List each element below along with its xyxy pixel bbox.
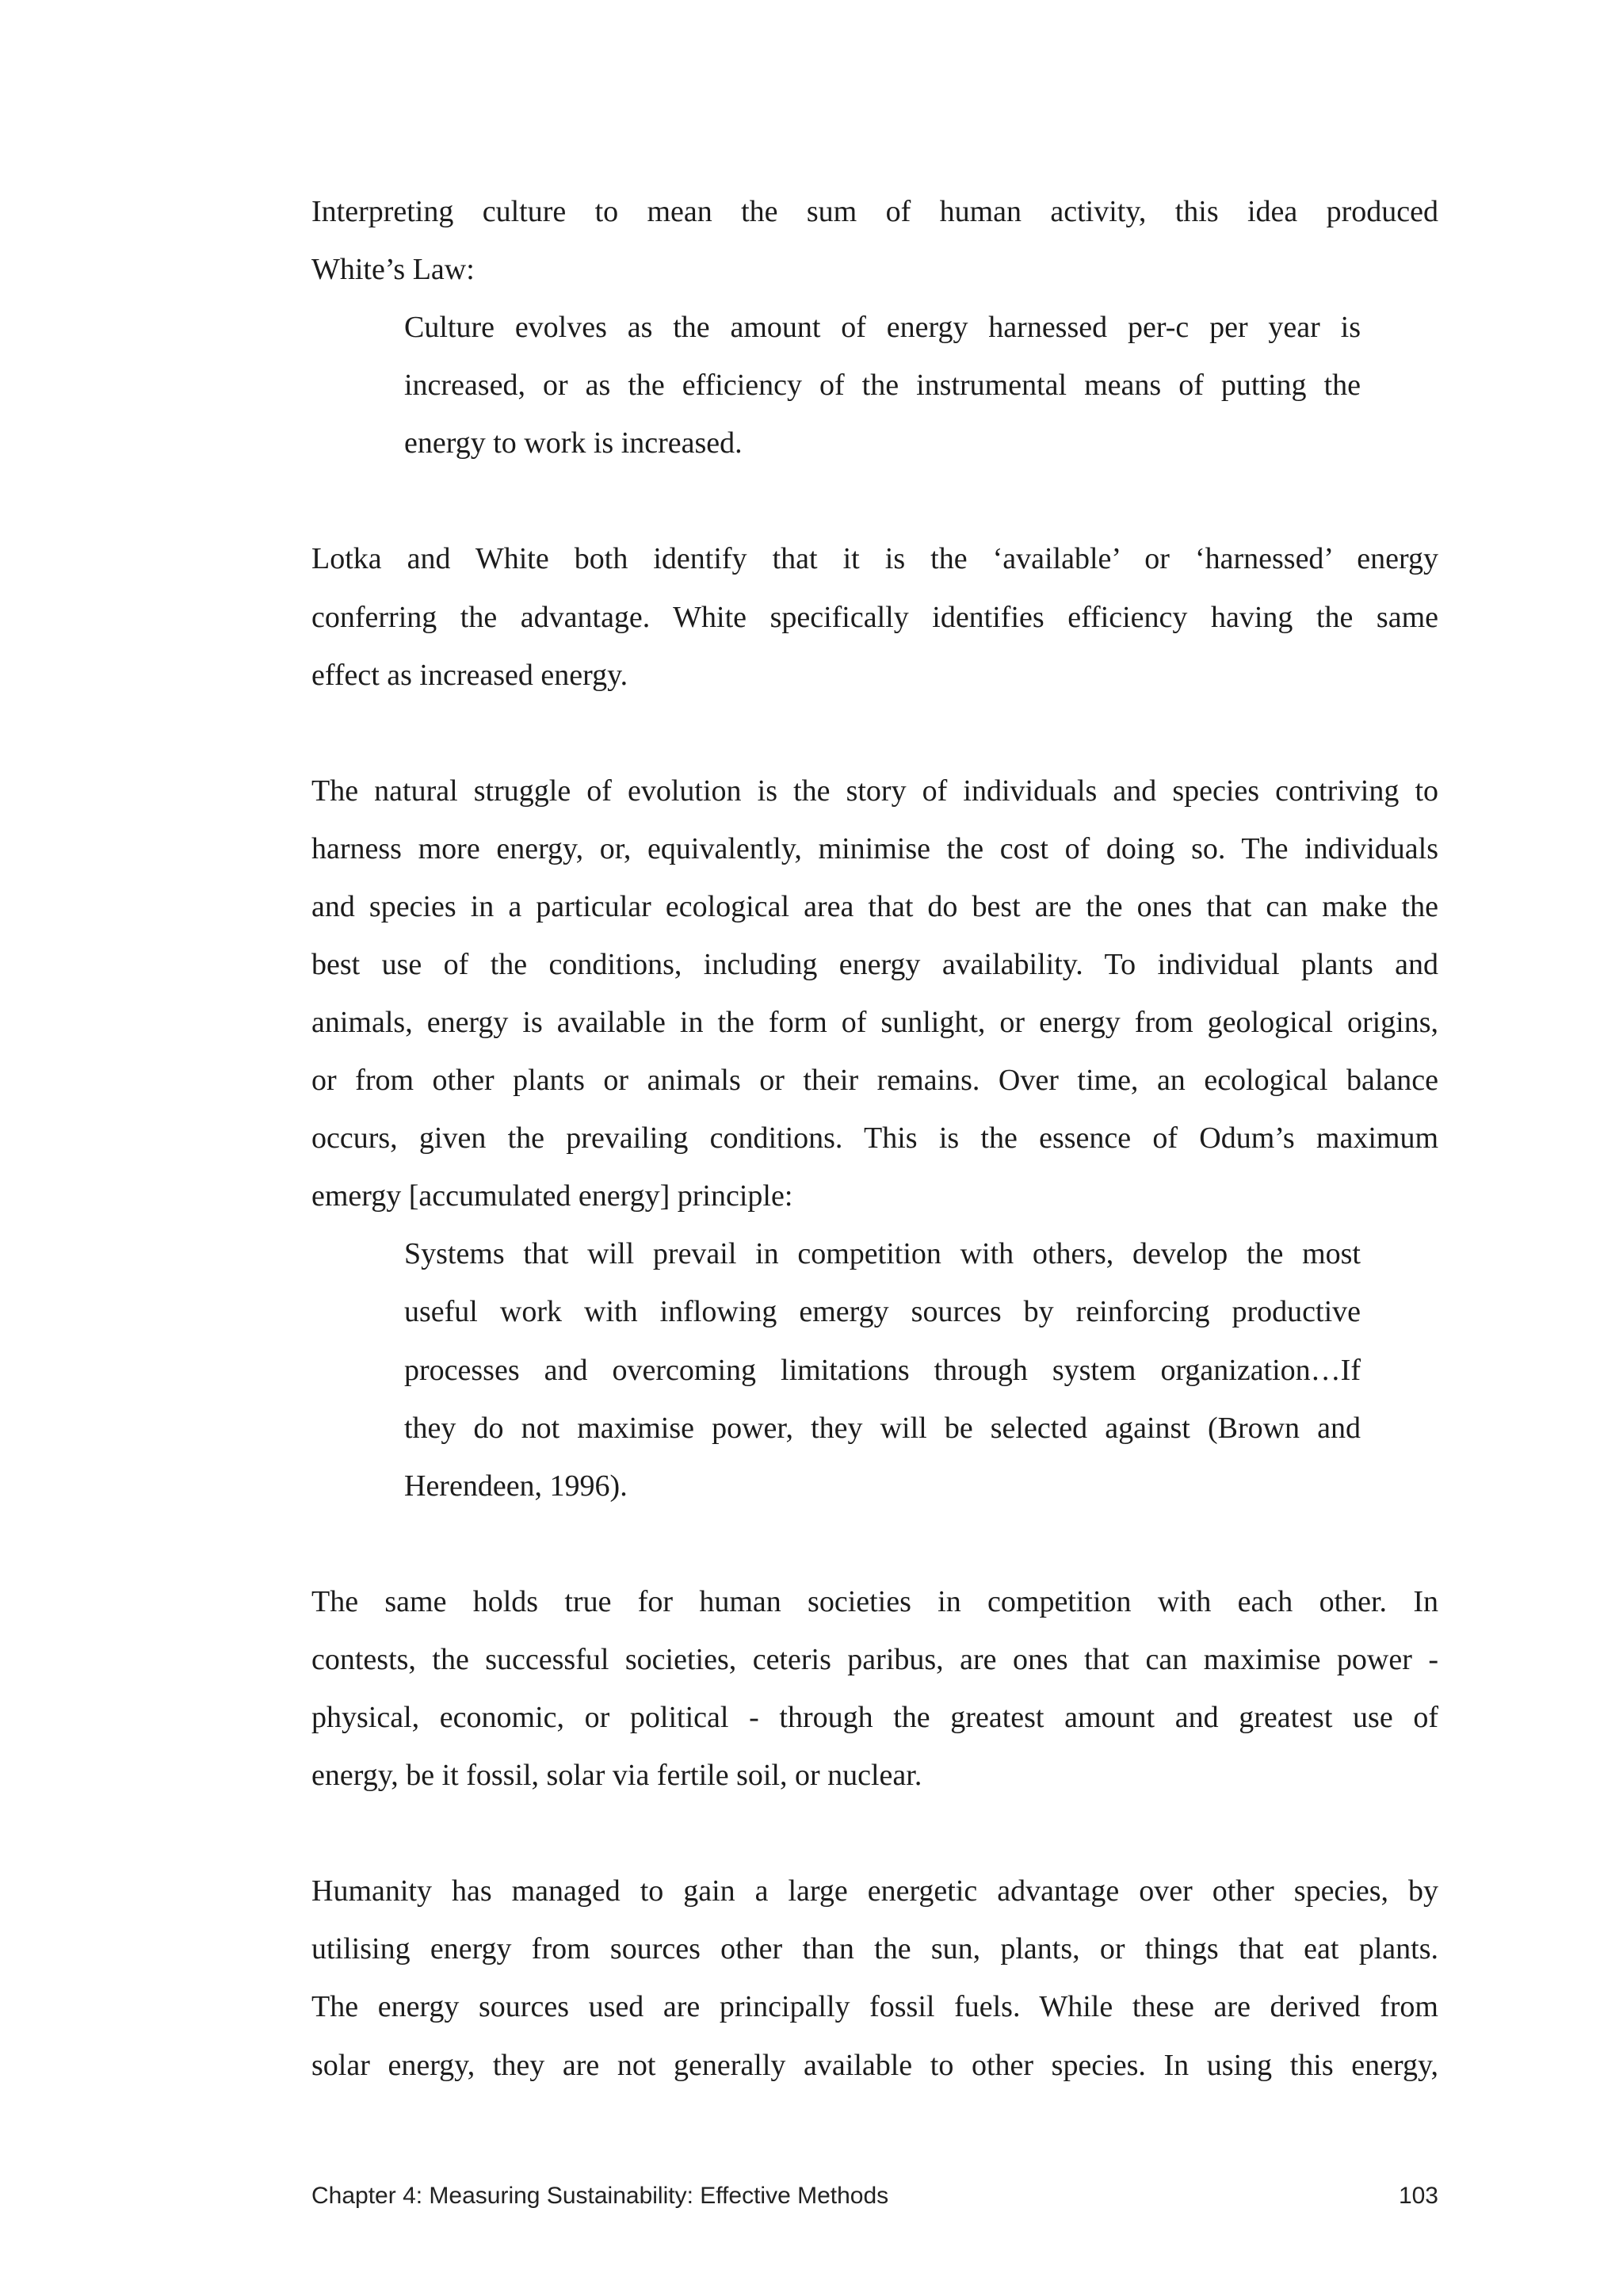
quote-line: useful work with inflowing emergy sources by reinforcing productive <box>404 1295 1361 1329</box>
text-line: contests, the successful societies, ceteris paribus, are ones that can maximise power - <box>311 1642 1438 1676</box>
text-line: The energy sources used are principally fossil fuels. While these are derived from <box>311 1990 1438 2024</box>
text-line: effect as increased energy. <box>311 658 628 692</box>
block-quote <box>404 1225 1361 1515</box>
paragraph-spacer <box>311 1805 1438 1862</box>
text-line: occurs, given the prevailing conditions. This is the essence of Odum’s maximum <box>311 1121 1438 1156</box>
quote-line: processes and overcoming limitations through system organization…If <box>404 1353 1361 1387</box>
block-quote <box>404 299 1361 472</box>
page-number: 103 <box>1398 2183 1438 2209</box>
quote-line: Systems that will prevail in competition with others, develop the most <box>404 1237 1361 1271</box>
text-line: White’s Law: <box>311 253 475 287</box>
quote-line: Culture evolves as the amount of energy harnessed per-c per year is <box>404 311 1361 345</box>
paragraph <box>311 183 1438 299</box>
text-line: emergy [accumulated energy] principle: <box>311 1179 793 1213</box>
text-line: best use of the conditions, including energy availability. To individual plants and <box>311 948 1438 982</box>
paragraph <box>311 1573 1438 1805</box>
text-line: solar energy, they are not generally available to other species. In using this energy, <box>311 2048 1438 2082</box>
paragraph <box>311 530 1438 704</box>
text-line: Humanity has managed to gain a large energetic advantage over other species, by <box>311 1874 1438 1908</box>
quote-line: increased, or as the efficiency of the instrumental means of putting the <box>404 369 1361 403</box>
text-line: Interpreting culture to mean the sum of human activity, this idea produced <box>311 195 1438 228</box>
text-line: physical, economic, or political - through the greatest amount and greatest use of <box>311 1701 1438 1735</box>
page-footer <box>311 2180 1438 2212</box>
paragraph-spacer <box>311 1515 1438 1573</box>
text-line: animals, energy is available in the form of sunlight, or energy from geological origins, <box>311 1006 1438 1040</box>
text-line: The natural struggle of evolution is the story of individuals and species contriving to <box>311 774 1438 808</box>
text-line: The same holds true for human societies in competition with each other. In <box>311 1584 1438 1618</box>
text-line: conferring the advantage. White specifically identifies efficiency having the same <box>311 600 1438 634</box>
text-line: energy, be it fossil, solar via fertile soil, or nuclear. <box>311 1759 922 1793</box>
quote-line: Herendeen, 1996). <box>404 1469 628 1503</box>
text-line: and species in a particular ecological area that do best are the ones that can make the <box>311 889 1438 923</box>
paragraph-spacer <box>311 705 1438 762</box>
paragraph <box>311 1862 1438 2094</box>
text-line: utilising energy from sources other than the sun, plants, or things that eat plants. <box>311 1932 1438 1966</box>
paragraph-spacer <box>311 472 1438 530</box>
text-line: or from other plants or animals or their remains. Over time, an ecological balance <box>311 1064 1438 1098</box>
quote-line: energy to work is increased. <box>404 426 743 460</box>
paragraph <box>311 762 1438 1226</box>
text-line: harness more energy, or, equivalently, minimise the cost of doing so. The individuals <box>311 831 1438 865</box>
body-text <box>311 183 1438 2095</box>
quote-line: they do not maximise power, they will be selected against (Brown and <box>404 1411 1361 1445</box>
footer-chapter-title: Chapter 4: Measuring Sustainability: Effective Methods <box>311 2183 889 2209</box>
text-line: Lotka and White both identify that it is the ‘available’ or ‘harnessed’ energy <box>311 542 1438 576</box>
